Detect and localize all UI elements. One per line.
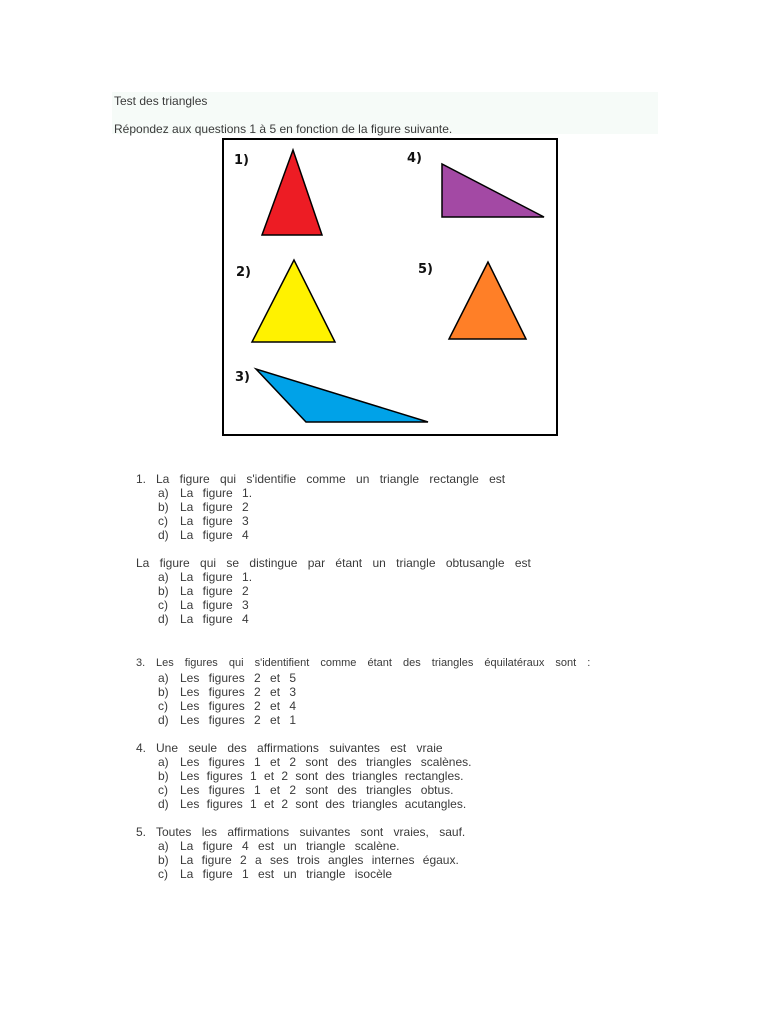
figure-label-2: 2) — [236, 265, 251, 280]
triangle-3 — [256, 369, 428, 422]
question-4-option-a — [158, 755, 471, 769]
triangle-2 — [252, 260, 335, 342]
question-3-option-d — [158, 713, 296, 727]
question-stem: La figure qui s'identifie comme un triangle rectangle est — [156, 472, 506, 486]
option-letter: a) — [158, 755, 169, 769]
option-letter: c) — [158, 867, 168, 881]
option-letter: d) — [158, 612, 169, 626]
option-text: La figure 2 — [180, 500, 249, 514]
document-instructions: Répondez aux questions 1 à 5 en fonction de la figure suivante. — [114, 122, 453, 136]
option-text: Les figures 1 et 2 sont des triangles obtus. — [180, 783, 454, 797]
question-5-option-c — [158, 867, 392, 881]
document-title: Test des triangles — [114, 94, 208, 108]
question-1 — [136, 472, 505, 486]
option-text: La figure 3 — [180, 514, 249, 528]
question-1-option-a — [158, 486, 252, 500]
option-text: Les figures 1 et 2 sont des triangles scalènes. — [180, 755, 472, 769]
figure-label-3: 3) — [235, 370, 250, 385]
question-3-option-c — [158, 699, 296, 713]
question-stem: La figure qui se distingue par étant un triangle obtusangle est — [136, 556, 531, 570]
option-letter: a) — [158, 486, 169, 500]
question-2 — [136, 556, 531, 570]
question-4-option-d — [158, 797, 466, 811]
option-letter: b) — [158, 500, 169, 514]
question-number: 4. — [136, 741, 147, 755]
question-2-option-b — [158, 584, 249, 598]
question-2-option-c — [158, 598, 249, 612]
option-text: Les figures 2 et 4 — [180, 699, 297, 713]
option-letter: a) — [158, 839, 169, 853]
option-letter: d) — [158, 797, 169, 811]
question-3 — [136, 657, 590, 669]
question-number: 3. — [136, 657, 146, 669]
option-letter: b) — [158, 685, 169, 699]
option-letter: d) — [158, 713, 169, 727]
question-4-option-c — [158, 783, 453, 797]
question-1-option-d — [158, 528, 249, 542]
question-number: 5. — [136, 825, 147, 839]
question-stem: Une seule des affirmations suivantes est vraie — [156, 741, 443, 755]
question-2-option-d — [158, 612, 249, 626]
option-letter: d) — [158, 528, 169, 542]
triangle-1 — [262, 150, 322, 235]
option-letter: b) — [158, 769, 169, 783]
option-text: Les figures 1 et 2 sont des triangles rectangles. — [180, 769, 464, 783]
figure-label-4: 4) — [407, 151, 422, 166]
triangle-figure — [222, 138, 558, 436]
question-number: 1. — [136, 472, 147, 486]
question-5 — [136, 825, 465, 839]
triangle-5 — [449, 262, 526, 339]
option-letter: c) — [158, 598, 168, 612]
question-stem: Toutes les affirmations suivantes sont vraies, sauf. — [156, 825, 466, 839]
question-5-option-b — [158, 853, 459, 867]
question-4-option-b — [158, 769, 463, 783]
question-1-option-b — [158, 500, 249, 514]
option-text: Les figures 2 et 5 — [180, 671, 297, 685]
figure-label-1: 1) — [234, 153, 249, 168]
option-letter: c) — [158, 783, 168, 797]
option-text: La figure 1 est un triangle isocèle — [180, 867, 393, 881]
option-text: La figure 2 — [180, 584, 249, 598]
question-2-option-a — [158, 570, 252, 584]
option-text: Les figures 2 et 1 — [180, 713, 297, 727]
option-text: La figure 4 — [180, 528, 249, 542]
question-1-option-c — [158, 514, 249, 528]
option-letter: a) — [158, 671, 169, 685]
option-text: Les figures 2 et 3 — [180, 685, 297, 699]
option-text: La figure 1. — [180, 486, 253, 500]
question-stem: Les figures qui s'identifient comme étant des triangles équilatéraux sont : — [156, 657, 591, 669]
triangle-figure-canvas — [224, 140, 556, 434]
option-text: Les figures 1 et 2 sont des triangles acutangles. — [180, 797, 467, 811]
option-letter: b) — [158, 853, 169, 867]
option-letter: a) — [158, 570, 169, 584]
option-letter: c) — [158, 699, 168, 713]
question-3-option-b — [158, 685, 296, 699]
option-text: La figure 2 a ses trois angles internes égaux. — [180, 853, 459, 867]
option-text: La figure 1. — [180, 570, 253, 584]
option-letter: c) — [158, 514, 168, 528]
option-text: La figure 3 — [180, 598, 249, 612]
option-text: La figure 4 est un triangle scalène. — [180, 839, 400, 853]
option-letter: b) — [158, 584, 169, 598]
question-3-option-a — [158, 671, 296, 685]
option-text: La figure 4 — [180, 612, 249, 626]
question-4 — [136, 741, 443, 755]
question-5-option-a — [158, 839, 399, 853]
triangle-4 — [442, 164, 544, 217]
figure-label-5: 5) — [418, 262, 433, 277]
